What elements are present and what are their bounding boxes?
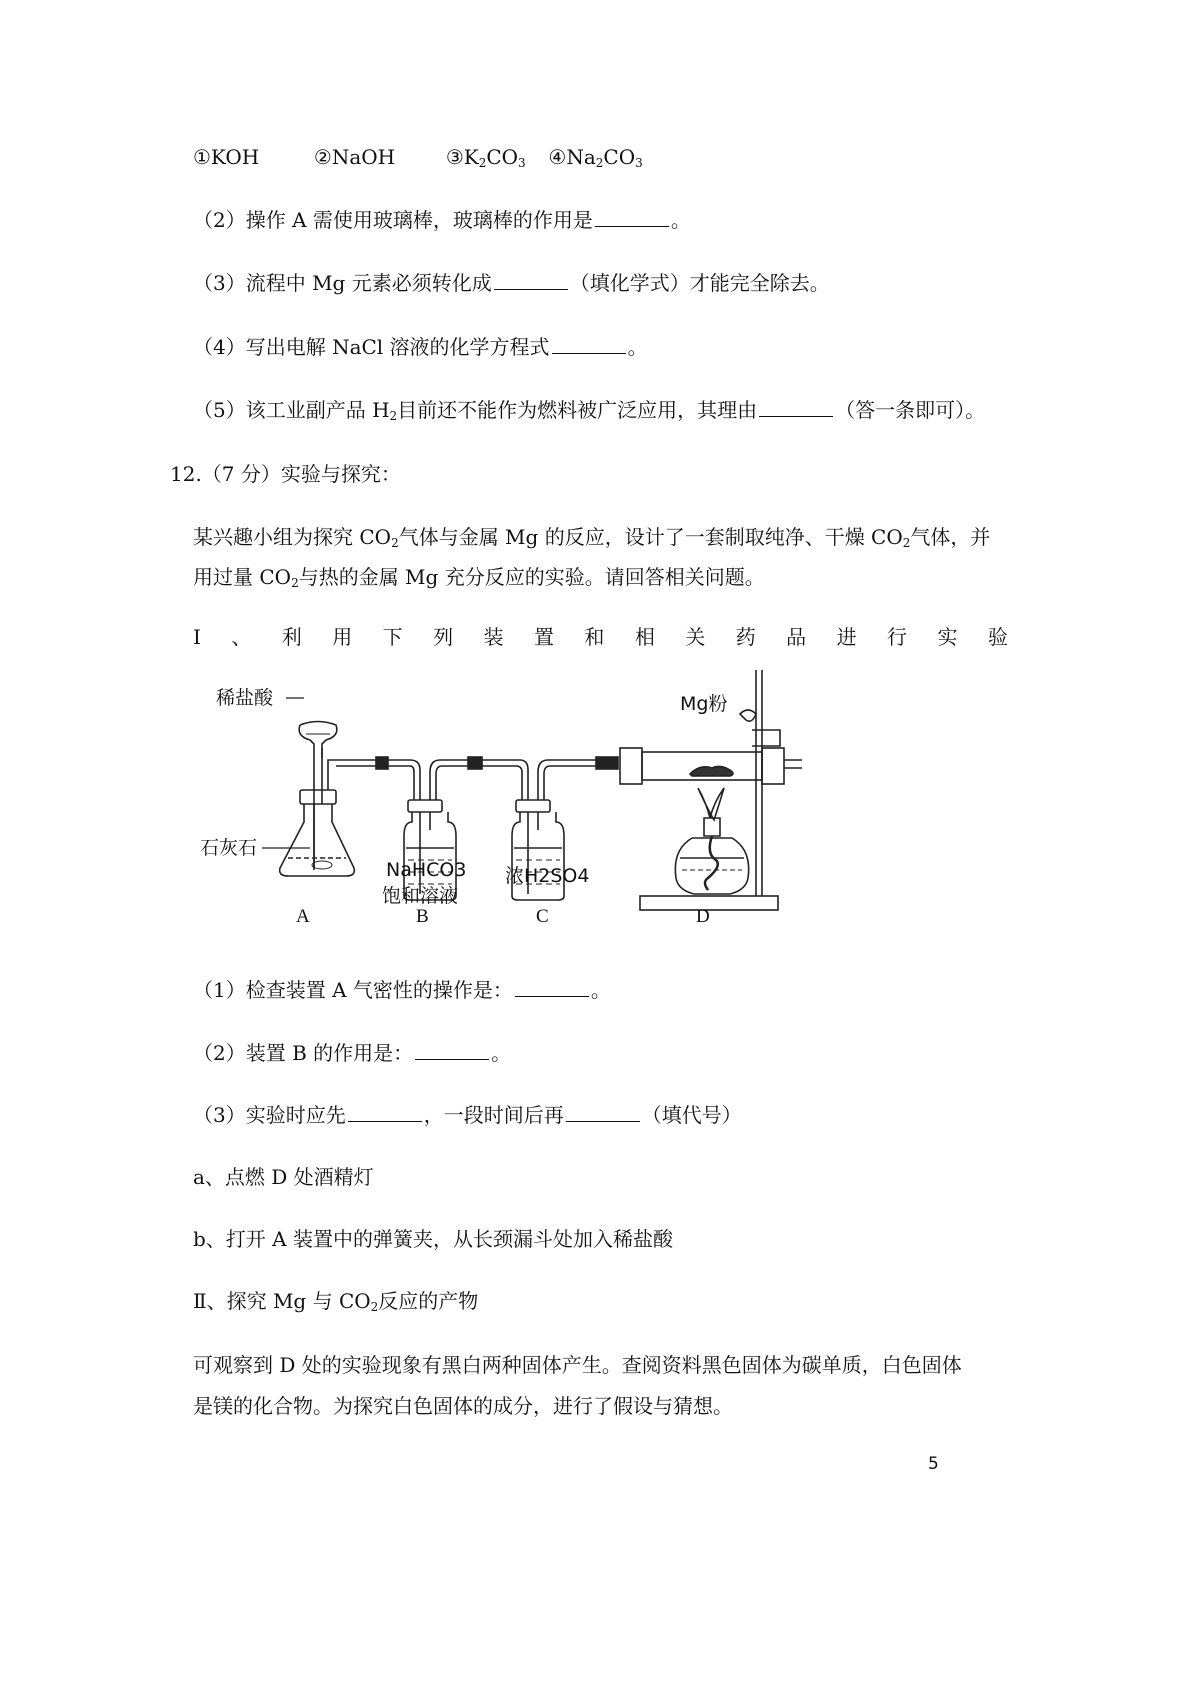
- heading-char: 药: [735, 625, 756, 649]
- heading-char: 用: [332, 625, 353, 649]
- label-dilute-hcl: 稀盐酸: [216, 687, 274, 709]
- compound-options-line: [193, 143, 643, 171]
- intro-line-2: 用过量 $CO_2$与热的金属 Mg 充分反应的实验。请回答相关问题。: [193, 565, 765, 590]
- label-letter-a: A: [296, 906, 310, 927]
- answer-blank[interactable]: [494, 269, 568, 290]
- heading-char: 关: [685, 625, 706, 649]
- part-1-heading: [193, 623, 1008, 651]
- heading-char: 下: [382, 625, 403, 649]
- option-k2co3: $③K_2CO_3$: [445, 145, 526, 170]
- heading-char: 行: [887, 625, 908, 649]
- question-2-end: 。: [670, 208, 691, 232]
- page-number: 5: [928, 1454, 939, 1474]
- question-5-text: （5）该工业副产品 H: [193, 398, 390, 422]
- option-a: a、点燃 D 处酒精灯: [193, 1165, 374, 1189]
- label-letter-d: D: [696, 906, 710, 927]
- intro-line-1: 某兴趣小组为探究 $CO_2$气体与金属 Mg 的反应，设计了一套制取纯净、干燥 $CO_2$气体，并: [193, 525, 991, 550]
- label-letter-b: B: [416, 906, 429, 927]
- heading-char: 列: [433, 625, 454, 649]
- observation-line-2: 是镁的化合物。为探究白色固体的成分，进行了假设与猜想。: [193, 1394, 733, 1418]
- part-1-question-3: （3）实验时应先 ，一段时间后再 （填代号）: [193, 1103, 742, 1127]
- label-saturated-solution: 饱和溶液: [382, 885, 459, 907]
- question-2-text: （2）操作 A 需使用玻璃棒，玻璃棒的作用是: [193, 208, 593, 232]
- answer-blank[interactable]: [515, 976, 589, 997]
- question-5: [193, 396, 985, 424]
- heading-char: 实: [937, 625, 958, 649]
- answer-blank[interactable]: [566, 1101, 640, 1122]
- answer-blank[interactable]: [759, 396, 833, 417]
- label-nahco3: NaHCO3: [386, 859, 467, 881]
- question-5-mid: 目前还不能作为燃料被广泛应用，其理由: [397, 398, 758, 422]
- heading-char: Ⅰ: [193, 625, 201, 649]
- part-1-question-1: （1）检查装置 A 气密性的操作是： 。: [193, 978, 611, 1002]
- heading-char: 进: [836, 625, 857, 649]
- option-b: b、打开 A 装置中的弹簧夹，从长颈漏斗处加入稀盐酸: [193, 1227, 673, 1251]
- option-naoh: ②NaOH: [313, 145, 396, 169]
- heading-char: 利: [281, 625, 302, 649]
- apparatus-diagram: [200, 660, 900, 940]
- heading-char: 验: [987, 625, 1008, 649]
- answer-blank[interactable]: [348, 1101, 422, 1122]
- heading-char: 、: [231, 625, 252, 649]
- label-conc-h2so4: 浓H2SO4: [505, 865, 590, 887]
- question-4: [193, 333, 648, 361]
- question-12-title: 12.（7 分）实验与探究：: [170, 462, 401, 486]
- question-4-end: 。: [627, 335, 648, 359]
- part-1-question-2: （2）装置 B 的作用是： 。: [193, 1041, 512, 1065]
- heading-char: 装: [483, 625, 504, 649]
- erlenmeyer-flask: [280, 758, 355, 876]
- question-2: [193, 206, 691, 234]
- question-3: [193, 269, 830, 297]
- option-koh: ①KOH: [193, 145, 260, 169]
- answer-blank[interactable]: [415, 1039, 489, 1060]
- heading-char: 和: [584, 625, 605, 649]
- observation-line-1: 可观察到 D 处的实验现象有黑白两种固体产生。查阅资料黑色固体为碳单质，白色固体: [193, 1353, 962, 1377]
- part-2-heading: Ⅱ、探究 Mg 与 $CO_2$反应的产物: [193, 1289, 479, 1314]
- question-4-text: （4）写出电解 NaCl 溶液的化学方程式: [193, 335, 550, 359]
- label-mg-powder: Mg粉: [680, 693, 728, 715]
- heading-char: 置: [533, 625, 554, 649]
- alcohol-lamp: [675, 788, 748, 894]
- combustion-tube-d: [620, 748, 802, 784]
- answer-blank[interactable]: [552, 333, 626, 354]
- heading-char: 品: [786, 625, 807, 649]
- question-5-end: （答一条即可）。: [835, 398, 986, 422]
- option-na2co3: $④Na_2CO_3$: [548, 145, 643, 170]
- question-3-end: （填化学式）才能完全除去。: [569, 271, 830, 295]
- h2-subscript: 2: [389, 409, 398, 423]
- label-letter-c: C: [536, 906, 549, 927]
- question-3-text: （3）流程中 Mg 元素必须转化成: [193, 271, 492, 295]
- answer-blank[interactable]: [595, 206, 669, 227]
- heading-char: 相: [634, 625, 655, 649]
- label-limestone: 石灰石: [200, 837, 258, 859]
